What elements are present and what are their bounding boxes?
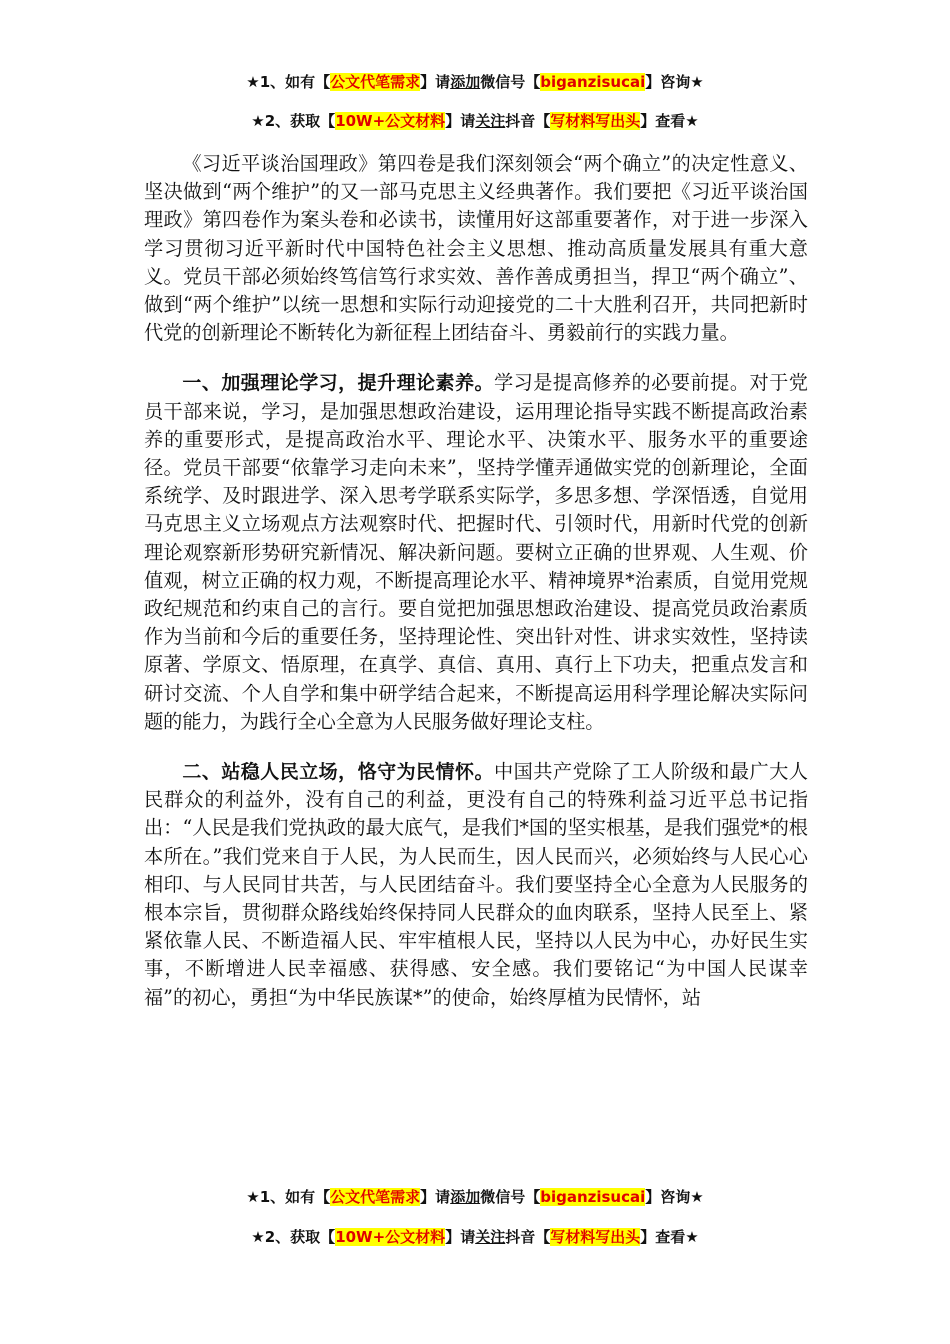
document-body [144,150,808,1034]
banner-text: ★1、如有【 [246,1188,331,1206]
banner-text: ★1、如有【 [246,73,331,91]
banner-text: 微信号【 [480,1188,541,1206]
banner-highlight: 写材料写出头 [550,1228,641,1246]
banner-text: 微信号【 [480,73,541,91]
paragraph-section-1 [144,369,808,736]
section-heading: 一、加强理论学习，提升理论素养。 [182,372,494,395]
banner-highlight: 10W+公文材料 [335,1228,446,1246]
promo-banner-top-line1 [0,71,950,93]
promo-banner-bottom-line2 [0,1226,950,1248]
banner-text: 】请 [420,73,451,91]
section-text: 学习是提高修养的必要前提。对于党员干部来说，学习，是加强思想政治建设，运用理论指导实践不断提高政治素养的重要形式，是提高政治水平、理论水平、决策水平、服务水平的重要途径。党员干部要“依靠学习走向未来”，坚持学懂弄通做实党的创新理论，全面系统学、及时跟进学、深入思考学联系实际学，多思多想、学深悟透，自觉用马克思主义立场观点方法观察时代、把握时代、引领时代，用新时代党的创新理论观察新形势研究新情况、解决新问题。要树立正确的世界观、人生观、价值观，树立正确的权力观，不断提高理论水平、精神境界*治素质，自觉用党规政纪规范和约束自己的言行。要自觉把加强思想政治建设、提高党员政治素质作为当前和今后的重要任务，坚持理论性、突出针对性、讲求实效性，坚持读原著、学原文、悟原理，在真学、真信、真用、真行上下功夫，把重点发言和研讨交流、个人自学和集中研学结合起来，不断提高运用科学理论解决实际问题的能力，为践行全心全意为人民服务做好理论支柱。 [144,371,808,733]
banner-underlined: 关注 [475,112,506,130]
banner-text: 】请 [420,1188,451,1206]
banner-highlight: 公文代笔需求 [330,1188,421,1206]
promo-banner-top-line2 [0,110,950,132]
banner-text: 】查看★ [640,112,699,130]
banner-highlight: biganzisucai [540,1188,646,1206]
banner-underlined: 添加 [450,1188,481,1206]
banner-highlight: 10W+公文材料 [335,112,446,130]
banner-text: 抖音【 [505,112,551,130]
banner-highlight: biganzisucai [540,73,646,91]
paragraph-intro: 《习近平谈治国理政》第四卷是我们深刻领会“两个确立”的决定性意义、坚决做到“两个维护”的又一部马克思主义经典著作。我们要把《习近平谈治国理政》第四卷作为案头卷和必读书，读懂用好这部重要著作，对于进一步深入学习贯彻习近平新时代中国特色社会主义思想、推动高质量发展具有重大意义。党员干部必须始终笃信笃行求实效、善作善成勇担当，捍卫“两个确立”、做到“两个维护”以统一思想和实际行动迎接党的二十大胜利召开，共同把新时代党的创新理论不断转化为新征程上团结奋斗、勇毅前行的实践力量。 [144,152,808,345]
banner-highlight: 公文代笔需求 [330,73,421,91]
banner-text: 】请 [445,112,476,130]
banner-highlight: 写材料写出头 [550,112,641,130]
banner-text: 】请 [445,1228,476,1246]
paragraph-section-2 [144,758,808,1012]
banner-text: ★2、获取【 [251,1228,336,1246]
banner-text: 】咨询★ [645,73,704,91]
banner-text: 】咨询★ [645,1188,704,1206]
section-text: 中国共产党除了工人阶级和最广大人民群众的利益外，没有自己的利益，更没有自己的特殊利益习近平总书记指出：“人民是我们党执政的最大底气，是我们*国的坚实根基，是我们强党*的根本所在。”我们党来自于人民，为人民而生，因人民而兴，必须始终与人民心心相印、与人民同甘共苦，与人民团结奋斗。我们要坚持全心全意为人民服务的根本宗旨，贯彻群众路线始终保持同人民群众的血肉联系，坚持人民至上、紧紧依靠人民、不断造福人民、牢牢植根人民，坚持以人民为中心，办好民生实事，不断增进人民幸福感、获得感、安全感。我们要铭记“为中国人民谋幸福”的初心，勇担“为中华民族谋*”的使命，始终厚植为民情怀，站 [144,760,808,1009]
banner-text: 】查看★ [640,1228,699,1246]
banner-underlined: 添加 [450,73,481,91]
banner-text: ★2、获取【 [251,112,336,130]
banner-text: 抖音【 [505,1228,551,1246]
section-heading: 二、站稳人民立场，恪守为民情怀。 [182,761,494,784]
promo-banner-bottom-line1 [0,1186,950,1208]
banner-underlined: 关注 [475,1228,506,1246]
